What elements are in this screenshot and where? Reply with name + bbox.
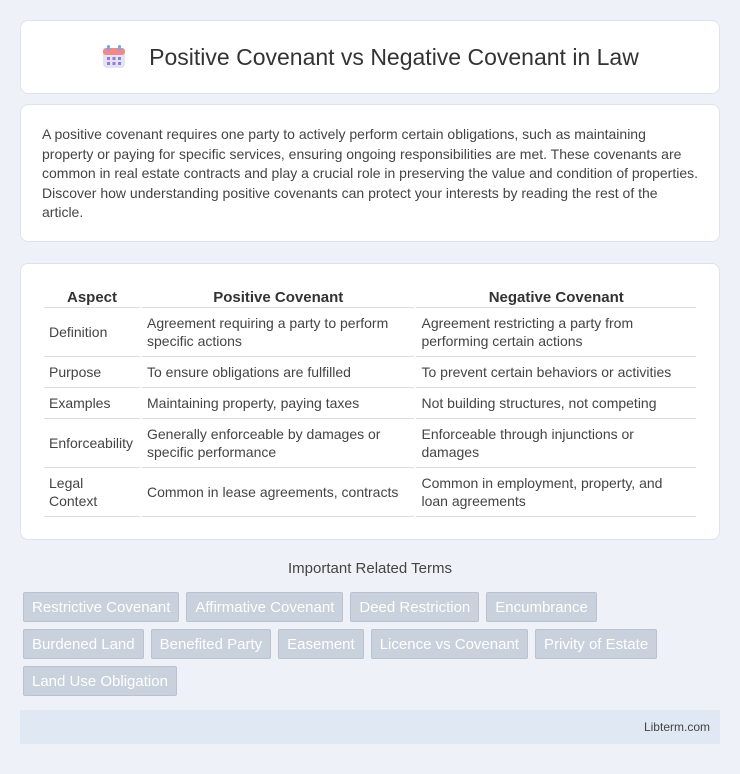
table-cell: Common in lease agreements, contracts bbox=[142, 468, 414, 517]
table-header-row bbox=[44, 284, 696, 308]
related-term-tag[interactable]: Burdened Land bbox=[23, 629, 144, 659]
related-term-tag[interactable]: Encumbrance bbox=[486, 592, 597, 622]
table-cell: To ensure obligations are fulfilled bbox=[142, 357, 414, 388]
table-cell: Maintaining property, paying taxes bbox=[142, 388, 414, 419]
related-term-tag[interactable]: Restrictive Covenant bbox=[23, 592, 179, 622]
header-negative: Negative Covenant bbox=[416, 284, 696, 308]
page-title: Positive Covenant vs Negative Covenant in Law bbox=[149, 43, 639, 70]
related-term-tag[interactable]: Benefited Party bbox=[151, 629, 272, 659]
related-term-tag[interactable]: Easement bbox=[278, 629, 364, 659]
intro-card bbox=[20, 104, 720, 242]
related-terms-list bbox=[23, 592, 723, 703]
table-cell: Agreement requiring a party to perform specific actions bbox=[142, 308, 414, 357]
table-cell: Agreement restricting a party from performing certain actions bbox=[416, 308, 696, 357]
table-cell: Enforceable through injunctions or damages bbox=[416, 419, 696, 468]
comparison-table bbox=[42, 284, 698, 517]
table-cell: Not building structures, not competing bbox=[416, 388, 696, 419]
related-term-tag[interactable]: Affirmative Covenant bbox=[186, 592, 343, 622]
table-cell: Enforceability bbox=[44, 419, 140, 468]
related-term-tag[interactable]: Licence vs Covenant bbox=[371, 629, 528, 659]
footer bbox=[20, 710, 720, 744]
calendar-icon bbox=[101, 44, 127, 70]
table-row bbox=[44, 308, 696, 357]
table-cell: Legal Context bbox=[44, 468, 140, 517]
footer-site-link[interactable]: Libterm.com bbox=[643, 720, 710, 734]
table-cell: Definition bbox=[44, 308, 140, 357]
table-cell: Examples bbox=[44, 388, 140, 419]
table-row bbox=[44, 419, 696, 468]
table-cell: Purpose bbox=[44, 357, 140, 388]
related-term-tag[interactable]: Land Use Obligation bbox=[23, 666, 177, 696]
table-cell: Generally enforceable by damages or specific performance bbox=[142, 419, 414, 468]
header-aspect: Aspect bbox=[44, 284, 140, 308]
table-row bbox=[44, 468, 696, 517]
comparison-table-card bbox=[20, 263, 720, 540]
table-row bbox=[44, 357, 696, 388]
related-terms-title: Important Related Terms bbox=[288, 560, 452, 577]
related-term-tag[interactable]: Privity of Estate bbox=[535, 629, 657, 659]
table-row bbox=[44, 388, 696, 419]
related-term-tag[interactable]: Deed Restriction bbox=[350, 592, 479, 622]
intro-text: A positive covenant requires one party to actively perform certain obligations, such as maintaining property or paying for specific services, ensuring ongoing responsibilities are met. These covenants are common in real estate contracts and play a crucial role in preserving the value and condition of properties. Discover how understanding positive covenants can protect your interests by reading the rest of the article. bbox=[42, 126, 699, 221]
title-card bbox=[20, 20, 720, 94]
table-cell: Common in employment, property, and loan agreements bbox=[416, 468, 696, 517]
header-positive: Positive Covenant bbox=[142, 284, 414, 308]
table-cell: To prevent certain behaviors or activities bbox=[416, 357, 696, 388]
